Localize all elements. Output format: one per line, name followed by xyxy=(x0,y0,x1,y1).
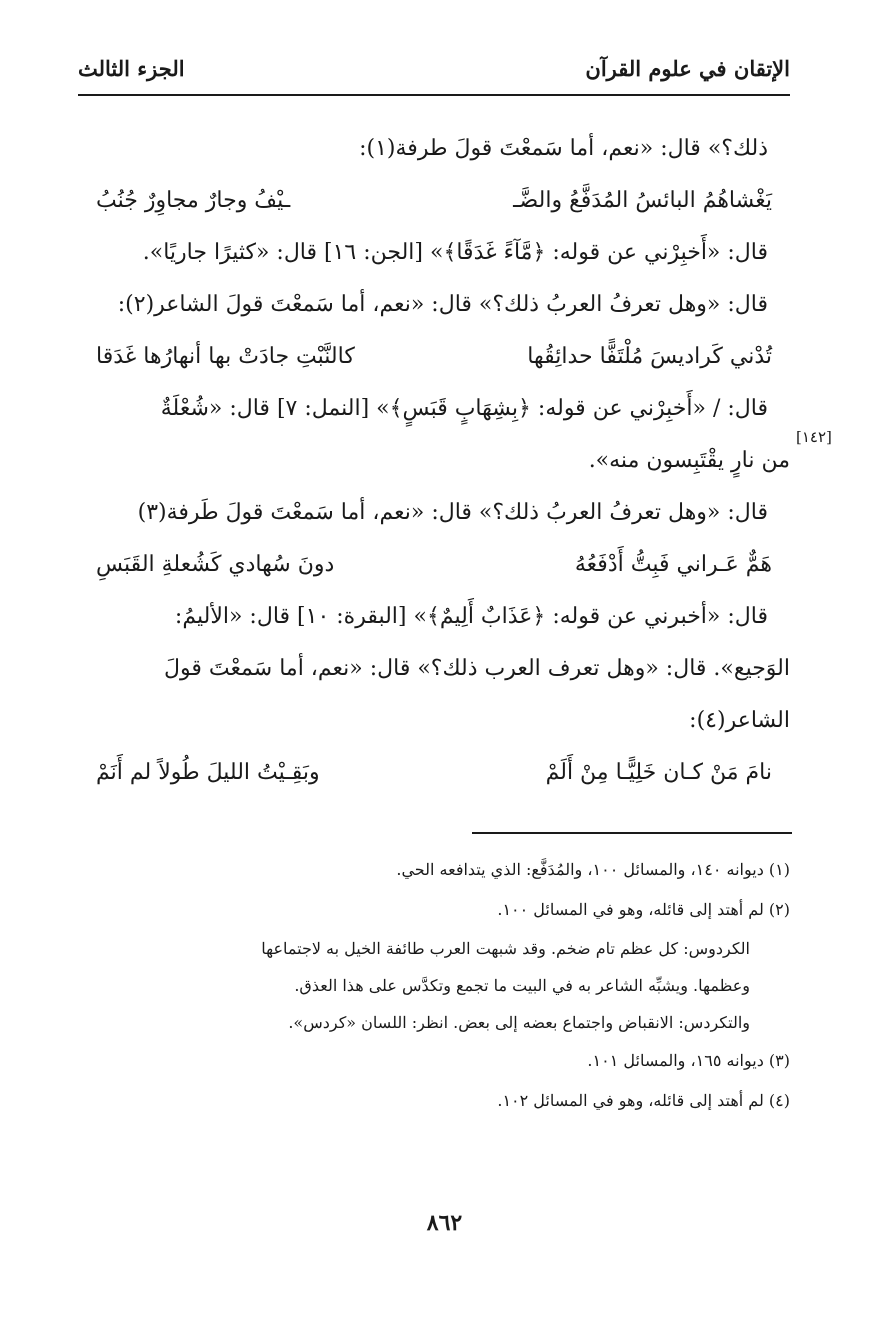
verse-second-hemistich: ـيْفُ وجارٌ مجاوِرٌ جُنُبُ xyxy=(96,188,291,213)
verse-first-hemistich: هَمٌّ عَـراني فَبِتُّ أَدْفَعُهُ xyxy=(574,552,772,577)
main-text xyxy=(78,123,790,799)
footnote: (٢) لم أهتد إلى قائله، وهو في المسائل ١٠٠. xyxy=(497,900,790,919)
footnotes xyxy=(78,850,790,1121)
part-label: الجزء الثالث xyxy=(78,56,185,81)
verse-first-hemistich: نامَ مَنْ كـان خَلِيًّـا مِنْ أَلَمْ xyxy=(545,760,772,785)
text-line: الوَجيع». قال: «وهل تعرف العرب ذلك؟» قال: «نعم، أما سَمعْتَ قولَ xyxy=(163,656,790,681)
verse-second-hemistich: كالنَّبْتِ جادَتْ بها أنهارُها غَدَقا xyxy=(96,344,355,369)
footnote-rule xyxy=(472,832,792,834)
footnote-continuation: الكردوس: كل عظم تام ضخم. وقد شبهت العرب طائفة الخيل به لاجتماعها xyxy=(261,939,750,958)
text-line: الشاعر(٤): xyxy=(689,708,790,733)
text-line: قال: «وهل تعرفُ العربُ ذلك؟» قال: «نعم، أما سَمعْتَ قولَ طَرفة(٣) xyxy=(137,500,768,525)
footnote: (٣) ديوانه ١٦٥، والمسائل ١٠١. xyxy=(587,1051,790,1070)
text-line: ذلك؟» قال: «نعم، أما سَمعْتَ قولَ طرفة(١): xyxy=(359,136,768,161)
verse-line xyxy=(78,539,790,591)
header-rule xyxy=(78,94,790,96)
verse-line xyxy=(78,747,790,799)
verse-line xyxy=(78,175,790,227)
footnote: (٤) لم أهتد إلى قائله، وهو في المسائل ١٠٢. xyxy=(497,1091,790,1110)
verse-second-hemistich: وبَقِـيْتُ الليلَ طُولاً لم أَنَمْ xyxy=(96,760,320,785)
footnote-continuation: وعظمها. ويشبِّه الشاعر به في البيت ما تجمع وتكدَّس على هذا العذق. xyxy=(294,976,750,995)
verse-first-hemistich: يَغْشاهُمُ البائسُ المُدَفَّعُ والضَّـ xyxy=(513,188,772,213)
verse-line xyxy=(78,331,790,383)
verse-second-hemistich: دونَ سُهادي كَشُعلةِ القَبَسِ xyxy=(96,552,335,577)
text-line: من نارٍ يقْتَبِسون منه». xyxy=(588,448,790,473)
text-line: قال: «وهل تعرفُ العربُ ذلك؟» قال: «نعم، أما سَمعْتَ قولَ الشاعر(٢): xyxy=(117,292,768,317)
footnote-continuation: والتكردس: الانقباض واجتماع بعضه إلى بعض. انظر: اللسان «كردس». xyxy=(288,1013,750,1032)
text-line: قال: «أَخبِرْني عن قوله: ﴿مَّآءً غَدَقًا﴾» [الجن: ١٦] قال: «كثيرًا جاريًا». xyxy=(142,240,768,265)
footnote: (١) ديوانه ١٤٠، والمسائل ١٠٠، والمُدَفَّع: الذي يتدافعه الحي. xyxy=(396,860,790,879)
verse-first-hemistich: تُدْني كَراديسَ مُلْتَفًّا حدائِقُها xyxy=(527,344,772,369)
text-line: قال: «أخبرني عن قوله: ﴿عَذَابٌ أَلِيمٌ﴾» [البقرة: ١٠] قال: «الأليمُ: xyxy=(174,604,768,629)
running-header xyxy=(78,52,790,92)
page-number: ٨٦٢ xyxy=(426,1210,463,1236)
book-title: الإتقان في علوم القرآن xyxy=(585,56,790,81)
margin-page-marker: [١٤٢] xyxy=(796,428,832,446)
text-line: قال: / «أَخبِرْني عن قوله: ﴿بِشِهَابٍ قَبَسٍ﴾» [النمل: ٧] قال: «شُعْلَةٌ xyxy=(160,396,768,421)
